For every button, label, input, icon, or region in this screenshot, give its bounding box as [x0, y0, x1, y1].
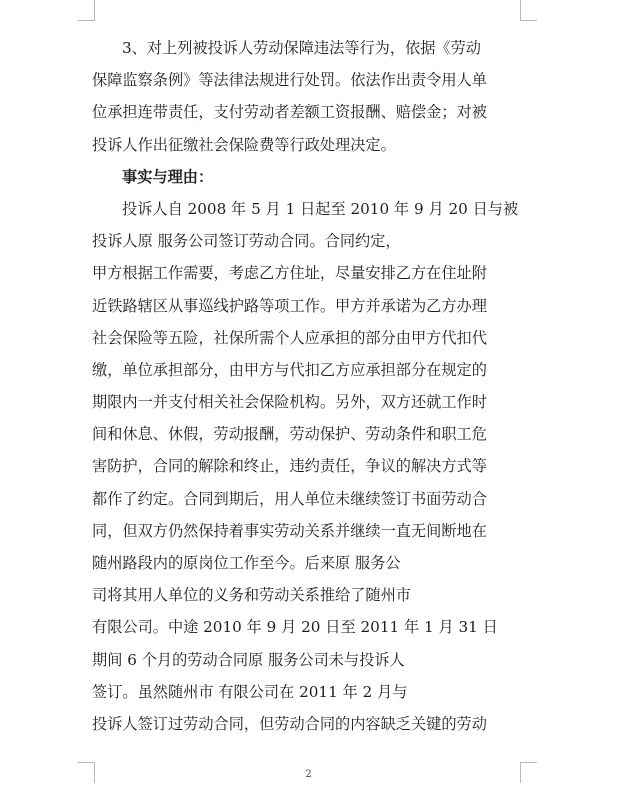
paragraph-line: 司将其用人单位的义务和劳动关系推给了随州市: [92, 586, 411, 605]
paragraph-line: 近铁路辖区从事巡线护路等项工作。甲方并承诺为乙方办理: [92, 296, 487, 315]
paragraph-line: 保障监察条例》等法律法规进行处罚。依法作出责令用人单: [92, 71, 487, 90]
paragraph-line: 投诉人签订过劳动合同，但劳动合同的内容缺乏关键的劳动: [92, 714, 487, 733]
paragraph-line: 甲方根据工作需要，考虑乙方住址，尽量安排乙方在住址附: [92, 264, 487, 283]
paragraph-line: 间和休息、休假，劳动报酬，劳动保护、劳动条件和职工危: [92, 425, 487, 444]
paragraph-line: 都作了约定。合同到期后，用人单位未继续签订书面劳动合: [92, 489, 487, 508]
paragraph-line: 期间 6 个月的劳动合同原 服务公司未与投诉人: [92, 650, 405, 669]
paragraph-line: 缴，单位承担部分，由甲方与代扣乙方应承担部分在规定的: [92, 360, 487, 379]
paragraph-line: 投诉人作出征缴社会保险费等行政处理决定。: [92, 135, 396, 154]
paragraph-line: 投诉人自 2008 年 5 月 1 日起至 2010 年 9 月 20 日与被: [122, 199, 519, 218]
document-body: [92, 32, 532, 740]
paragraph-line: 3、对上列被投诉人劳动保障违法等行为，依据《劳动: [122, 39, 481, 57]
paragraph-line: 位承担连带责任，支付劳动者差额工资报酬、赔偿金；对被: [92, 103, 487, 122]
crop-mark-top-left: [78, 0, 95, 21]
section-heading: 事实与理由：: [122, 167, 214, 186]
paragraph-line: 有限公司。中途 2010 年 9 月 20 日至 2011 年 1 月 31 日: [92, 618, 498, 637]
paragraph-line: 签订。虽然随州市 有限公司在 2011 年 2 月与: [92, 682, 408, 701]
paragraph-line: 投诉人原 服务公司签订劳动合同。合同约定，: [92, 232, 401, 251]
paragraph-line: 害防护，合同的解除和终止，违约责任，争议的解决方式等: [92, 457, 487, 476]
paragraph-line: 同，但双方仍然保持着事实劳动关系并继续一直无间断地在: [92, 521, 487, 540]
page-number: 2: [305, 769, 312, 780]
paragraph-line: 社会保险等五险，社保所需个人应承担的部分由甲方代扣代: [92, 328, 487, 347]
crop-mark-top-right: [520, 0, 537, 21]
paragraph-line: 期限内一并支付相关社会保险机构。另外，双方还就工作时: [92, 393, 487, 412]
paragraph-line: 随州路段内的原岗位工作至今。后来原 服务公: [92, 554, 401, 572]
